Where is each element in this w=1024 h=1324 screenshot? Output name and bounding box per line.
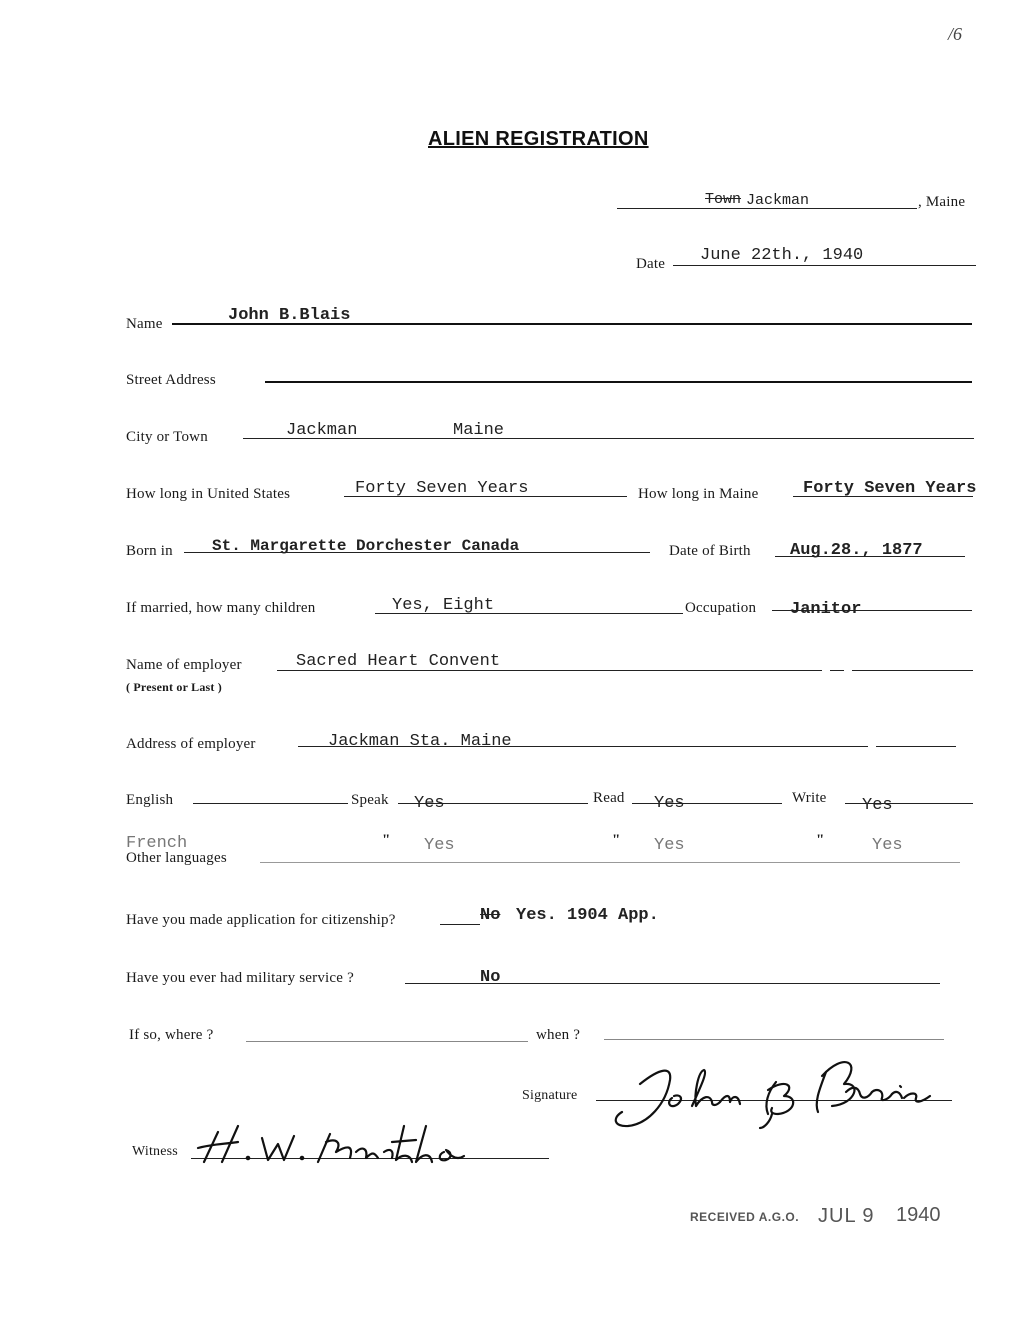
place-value: Jackman — [746, 192, 810, 209]
witness-label: Witness — [132, 1144, 178, 1159]
place-state: , Maine — [918, 194, 966, 210]
date-value: June 22th., 1940 — [700, 246, 864, 265]
occupation-label: Occupation — [685, 600, 757, 616]
dob-value: Aug.28., 1877 — [790, 541, 923, 560]
city-label: City or Town — [126, 429, 208, 445]
page-number-mark: /6 — [948, 24, 963, 44]
other-languages-label: Other languages — [126, 850, 227, 866]
how-long-maine-label: How long in Maine — [638, 486, 759, 502]
received-stamp-year: 1940 — [896, 1204, 941, 1226]
read-label: Read — [593, 790, 625, 806]
citizenship-value: Yes. 1904 App. — [516, 906, 659, 925]
where-label: If so, where ? — [129, 1027, 214, 1043]
read-value: Yes — [654, 794, 685, 813]
children-label: If married, how many children — [126, 600, 316, 616]
received-stamp-text: RECEIVED A.G.O. — [690, 1210, 800, 1224]
street-line — [265, 381, 972, 383]
employer-value: Sacred Heart Convent — [296, 652, 501, 671]
date-label: Date — [636, 256, 666, 272]
how-long-maine-value: Forty Seven Years — [803, 479, 977, 498]
signature-label: Signature — [522, 1088, 578, 1103]
city-value-state: Maine — [453, 421, 505, 440]
how-long-us-value: Forty Seven Years — [355, 479, 529, 498]
name-value: John B.Blais — [228, 306, 351, 325]
place-struck: Town — [705, 191, 742, 208]
military-label: Have you ever had military service ? — [126, 970, 354, 986]
other-write-value: Yes — [872, 836, 903, 855]
born-label: Born in — [126, 543, 173, 559]
employer-label: Name of employer — [126, 657, 242, 673]
write-value: Yes — [862, 796, 893, 815]
city-value: Jackman — [286, 421, 358, 440]
received-stamp-date: JUL 9 — [818, 1205, 875, 1227]
citizenship-line — [440, 924, 480, 925]
ditto-speak: " — [382, 832, 391, 848]
military-value: No — [480, 968, 501, 987]
english-line — [193, 803, 348, 804]
how-long-us-label: How long in United States — [126, 486, 291, 502]
english-label: English — [126, 792, 174, 808]
citizenship-label: Have you made application for citizenship? — [126, 912, 396, 928]
other-languages-line — [260, 862, 960, 863]
occupation-value: Janitor — [790, 600, 862, 619]
employer-address-label: Address of employer — [126, 736, 256, 752]
ditto-read: " — [612, 832, 621, 848]
children-value: Yes, Eight — [392, 596, 495, 615]
speak-label: Speak — [351, 792, 389, 808]
date-line — [673, 265, 976, 266]
other-language-value: French — [126, 834, 188, 853]
employer-line-end — [852, 670, 973, 671]
other-speak-value: Yes — [424, 836, 455, 855]
signature-image — [600, 1032, 970, 1132]
witness-signature-image — [190, 1108, 520, 1168]
where-line — [246, 1041, 528, 1042]
speak-value: Yes — [414, 794, 445, 813]
ditto-write: " — [816, 832, 825, 848]
employer-sublabel: ( Present or Last ) — [126, 680, 223, 694]
citizenship-struck: No — [480, 906, 501, 925]
form-title: ALIEN REGISTRATION — [428, 128, 649, 150]
employer-address-line-end — [876, 746, 956, 747]
name-label: Name — [126, 316, 163, 332]
street-label: Street Address — [126, 372, 216, 388]
dob-label: Date of Birth — [669, 543, 751, 559]
write-label: Write — [792, 790, 827, 806]
born-value: St. Margarette Dorchester Canada — [212, 537, 520, 555]
other-read-value: Yes — [654, 836, 685, 855]
when-label: when ? — [536, 1027, 581, 1043]
employer-address-value: Jackman Sta. Maine — [328, 732, 512, 751]
employer-line-gap — [830, 670, 844, 671]
